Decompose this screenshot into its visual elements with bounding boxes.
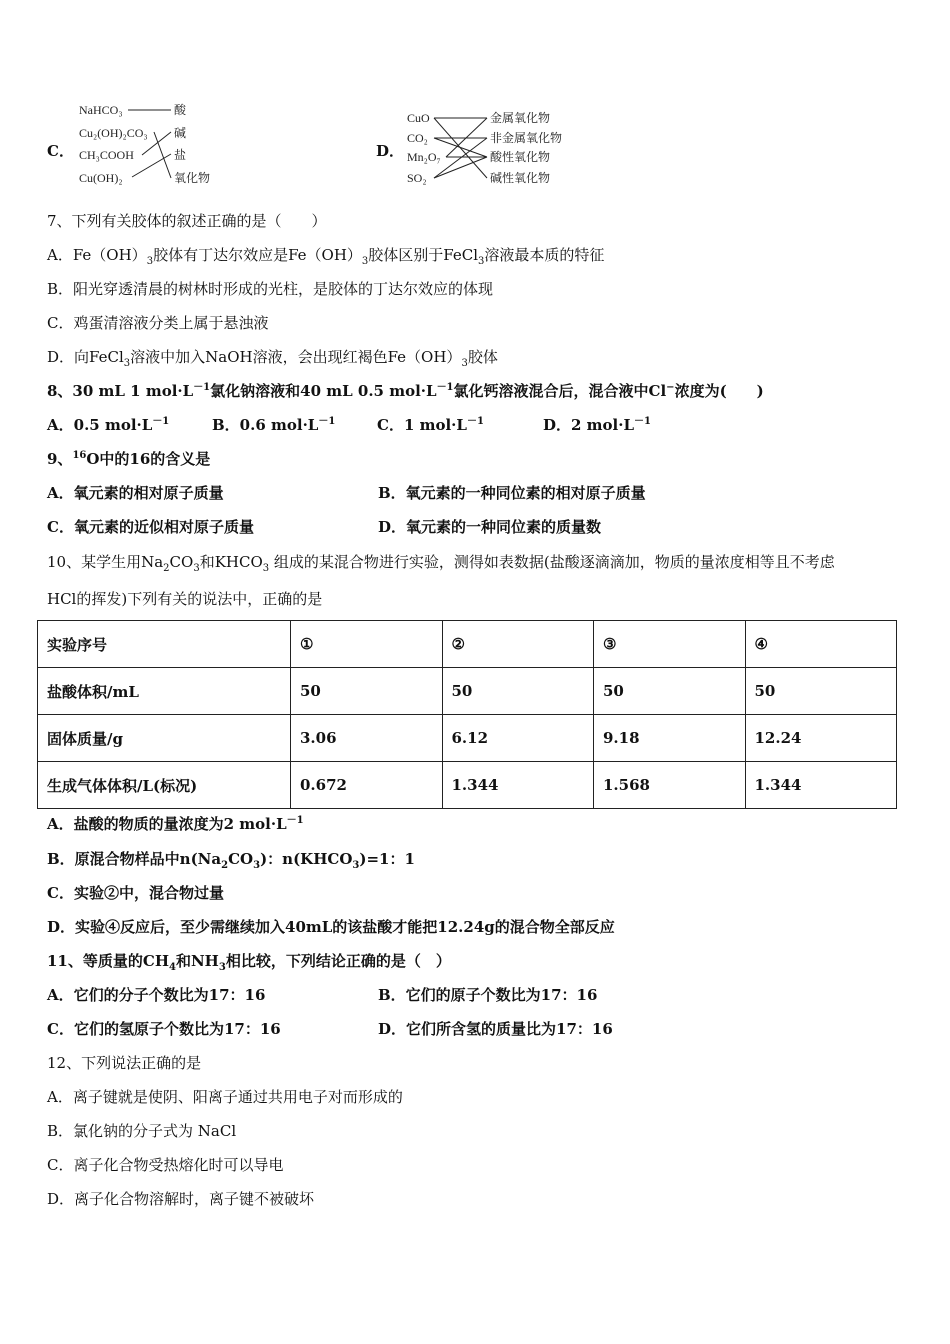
diagram-c-right-2: 碱 bbox=[174, 126, 187, 140]
q12-option-d: D．离子化合物溶解时，离子键不被破坏 bbox=[47, 1190, 315, 1208]
diagram-d-right-1: 金属氧化物 bbox=[490, 111, 551, 125]
table-row bbox=[38, 668, 897, 715]
table-cell: 3.06 bbox=[291, 715, 443, 762]
q11-option-c: C．它们的氢原子个数比为17：16 bbox=[47, 1020, 281, 1038]
option-c-label: C． bbox=[47, 142, 74, 160]
table-cell: 1.344 bbox=[745, 762, 897, 809]
diagram-c-left-2: Cu₂(OH)₂CO₃ bbox=[79, 126, 148, 140]
diagram-c-right-3: 盐 bbox=[174, 148, 187, 162]
q9-option-b: B．氧元素的一种同位素的相对原子质量 bbox=[378, 484, 646, 502]
q9-option-a: A．氧元素的相对原子质量 bbox=[47, 484, 224, 502]
diagram-d-right-2: 非金属氧化物 bbox=[490, 131, 563, 145]
option-d-label: D． bbox=[376, 142, 405, 160]
q8-option-a: A．0.5 $mol\cdot L^{-1}$ bbox=[47, 416, 170, 434]
table-row bbox=[38, 621, 897, 668]
q10-option-c: C．实验②中，混合物过量 bbox=[47, 884, 224, 902]
diagram-c-left-3: CH₃COOH bbox=[79, 148, 134, 162]
diagram-d-left-2: CO₂ bbox=[407, 131, 428, 145]
q12-option-b: B．氯化钠的分子式为 NaCl bbox=[47, 1122, 237, 1140]
q12-stem: 12、下列说法正确的是 bbox=[47, 1054, 202, 1072]
q11-stem: 11、等质量的$CH_4$和$NH_3$相比较，下列结论正确的是（ ） bbox=[47, 952, 451, 973]
q10-option-d: D．实验④反应后，至少需继续加入40mL的该盐酸才能把12.24g的混合物全部反应 bbox=[47, 918, 615, 936]
table-cell: ② bbox=[442, 621, 594, 668]
diagram-d-left-3: Mn₂O₇ bbox=[407, 150, 441, 164]
table-cell: 9.18 bbox=[594, 715, 746, 762]
q10-option-b: B．原混合物样品中$n(Na_2CO_3)$：$n(KHCO_3)=1$：1 bbox=[47, 850, 415, 871]
table-cell: 0.672 bbox=[291, 762, 443, 809]
q10-option-a: A．盐酸的物质的量浓度为2 $mol\cdot L^{-1}$ bbox=[47, 815, 304, 833]
table-cell: ④ bbox=[745, 621, 897, 668]
q7-option-c: C．鸡蛋清溶液分类上属于悬浊液 bbox=[47, 314, 269, 332]
q10-stem-line2: HCl的挥发)下列有关的说法中，正确的是 bbox=[47, 590, 323, 608]
table-cell: 6.12 bbox=[442, 715, 594, 762]
diagram-d-right-3: 酸性氧化物 bbox=[490, 150, 551, 164]
q8-option-c: C．1 $mol\cdot L^{-1}$ bbox=[377, 416, 484, 434]
diagram-d-left-4: SO₂ bbox=[407, 171, 427, 185]
q12-option-c: C．离子化合物受热熔化时可以导电 bbox=[47, 1156, 284, 1174]
q8-option-d: D．2 $mol\cdot L^{-1}$ bbox=[543, 416, 651, 434]
table-cell: 1.344 bbox=[442, 762, 594, 809]
table-cell: 50 bbox=[291, 668, 443, 715]
table-row bbox=[38, 762, 897, 809]
q12-option-a: A．离子键就是使阴、阳离子通过共用电子对而形成的 bbox=[47, 1088, 403, 1106]
table-cell: 12.24 bbox=[745, 715, 897, 762]
table-cell: 生成气体体积/L(标况) bbox=[38, 762, 291, 809]
q11-option-d: D．它们所含氢的质量比为17：16 bbox=[378, 1020, 613, 1038]
q9-stem: 9、$^{16}$O中的16的含义是 bbox=[47, 450, 211, 468]
diagram-c-left-1: NaHCO₃ bbox=[79, 103, 123, 117]
q7-option-b: B．阳光穿透清晨的树林时形成的光柱，是胶体的丁达尔效应的体现 bbox=[47, 280, 494, 298]
table-cell: 1.568 bbox=[594, 762, 746, 809]
q8-stem: 8、30 mL 1 $mol\cdot L^{-1}$氯化钠溶液和40 mL 0.5 $mol\cdot L^{-1}$氯化钙溶液混合后，混合液中Cl−浓度为( ) bbox=[47, 382, 764, 400]
table-cell: 50 bbox=[745, 668, 897, 715]
table-cell: 固体质量/g bbox=[38, 715, 291, 762]
table-cell: ① bbox=[291, 621, 443, 668]
q11-option-a: A．它们的分子个数比为17：16 bbox=[47, 986, 266, 1004]
diagram-c-classification bbox=[76, 100, 226, 190]
q8-option-b: B．0.6 $mol\cdot L^{-1}$ bbox=[212, 416, 336, 434]
table-cell: 50 bbox=[442, 668, 594, 715]
diagram-c-right-1: 酸 bbox=[174, 103, 187, 117]
table-cell: 50 bbox=[594, 668, 746, 715]
diagram-d-classification bbox=[404, 106, 579, 190]
table-row bbox=[38, 715, 897, 762]
diagram-d-right-4: 碱性氧化物 bbox=[490, 171, 551, 185]
table-cell: ③ bbox=[594, 621, 746, 668]
q11-option-b: B．它们的原子个数比为17：16 bbox=[378, 986, 598, 1004]
q7-option-d: D．向FeCl$_3$溶液中加入NaOH溶液，会出现红褐色$Fe(OH)_3$胶体 bbox=[47, 348, 498, 369]
diagram-c-left-4: Cu(OH)₂ bbox=[79, 171, 123, 185]
diagram-c-right-4: 氧化物 bbox=[174, 171, 211, 185]
table-cell: 实验序号 bbox=[38, 621, 291, 668]
q7-stem: 7、下列有关胶体的叙述正确的是（ ） bbox=[47, 212, 327, 230]
q7-option-a: A．$Fe(OH)_3$胶体有丁达尔效应是$Fe(OH)_3$胶体区别于FeCl$_3$溶液最本质的特征 bbox=[47, 246, 605, 267]
table-cell: 盐酸体积/mL bbox=[38, 668, 291, 715]
q9-option-d: D．氧元素的一种同位素的质量数 bbox=[378, 518, 602, 536]
q10-data-table bbox=[37, 620, 897, 809]
q10-stem-line1: 10、某学生用$Na_2CO_3$和$KHCO_3$ 组成的某混合物进行实验，测得如表数据(盐酸逐滴滴加，物质的量浓度相等且不考虑 bbox=[47, 553, 835, 574]
q9-option-c: C．氧元素的近似相对原子质量 bbox=[47, 518, 254, 536]
diagram-d-left-1: CuO bbox=[407, 111, 430, 125]
